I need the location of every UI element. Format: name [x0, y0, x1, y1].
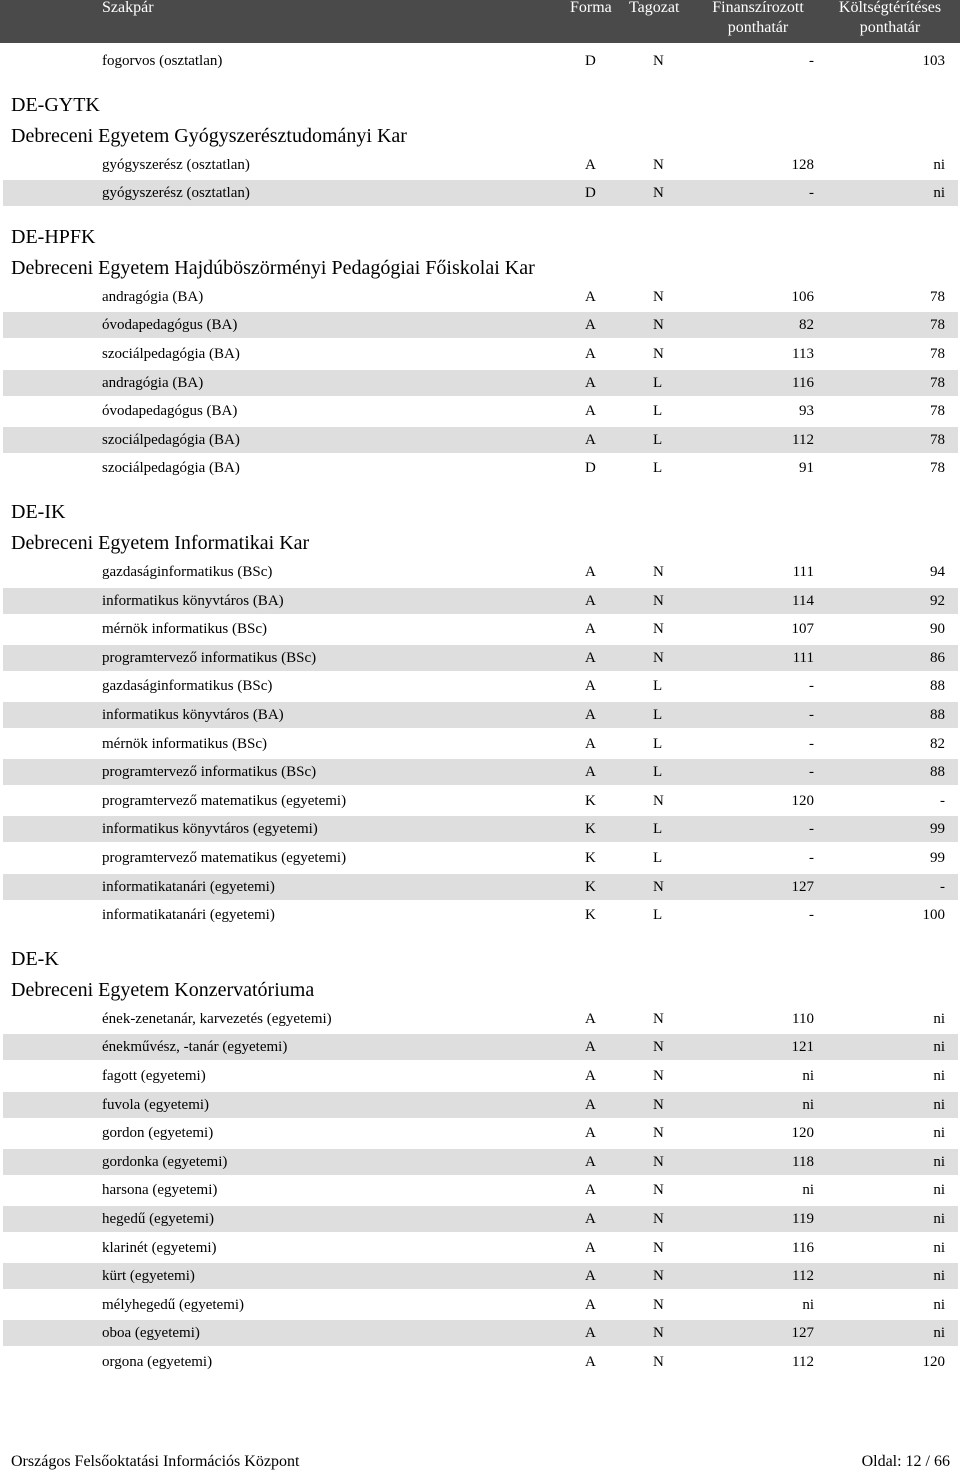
tagozat-cell: L [653, 678, 663, 695]
header-forma: Forma [570, 0, 612, 16]
tagozat-cell: N [653, 317, 664, 334]
header-tagozat: Tagozat [629, 0, 680, 16]
forma-cell: A [585, 346, 596, 362]
program-name: fuvola (egyetemi) [102, 1096, 210, 1113]
finanszirozott-cell: 116 [792, 374, 814, 391]
program-name: mérnök informatikus (BSc) [102, 621, 267, 638]
program-name: gyógyszerész (osztatlan) [102, 185, 250, 202]
koltseg-cell: ni [933, 1239, 945, 1256]
tagozat-cell: L [653, 374, 663, 391]
table-row [3, 616, 958, 642]
finanszirozott-cell: - [809, 821, 814, 838]
finanszirozott-cell: 119 [792, 1211, 814, 1227]
koltseg-cell: 82 [930, 735, 945, 752]
koltseg-cell: 78 [930, 374, 945, 391]
table-row [3, 702, 958, 728]
table-row [3, 759, 958, 785]
finanszirozott-cell: 128 [791, 156, 814, 173]
finanszirozott-cell: 127 [791, 878, 814, 895]
program-name: kürt (egyetemi) [102, 1268, 195, 1285]
program-name: gordon (egyetemi) [102, 1125, 214, 1142]
table-row [3, 1006, 958, 1032]
koltseg-cell: 78 [930, 288, 945, 305]
program-name: mérnök informatikus (BSc) [102, 735, 267, 752]
forma-cell: A [585, 1239, 596, 1256]
finanszirozott-cell: 114 [792, 592, 814, 609]
forma-cell: D [585, 460, 596, 477]
forma-cell: K [585, 850, 596, 866]
header-finanszirozott-line2: ponthatár [727, 19, 789, 36]
table-row [3, 902, 958, 928]
koltseg-cell: 88 [930, 707, 945, 723]
koltseg-cell: 99 [930, 850, 945, 866]
forma-cell: A [585, 1325, 596, 1342]
faculty-code: DE-GYTK [11, 93, 100, 116]
forma-cell: K [585, 821, 596, 838]
forma-cell: A [585, 317, 596, 334]
program-name: fogorvos (osztatlan) [102, 53, 223, 69]
tagozat-cell: L [653, 850, 663, 866]
forma-cell: A [585, 764, 596, 781]
koltseg-cell: - [940, 878, 945, 895]
finanszirozott-cell: 112 [792, 431, 814, 448]
table-row [3, 1149, 958, 1175]
program-name: programtervező matematikus (egyetemi) [102, 792, 347, 809]
program-name: óvodapedagógus (BA) [102, 317, 238, 334]
finanszirozott-cell: - [809, 53, 814, 69]
tagozat-cell: N [653, 649, 664, 666]
tagozat-cell: N [653, 185, 664, 202]
program-name: szociálpedagógia (BA) [102, 431, 240, 448]
table-row [3, 1063, 958, 1089]
header-koltsegteritéses [828, 0, 952, 38]
forma-cell: A [585, 564, 596, 580]
table-row [3, 1092, 958, 1118]
koltseg-cell: 120 [922, 1354, 945, 1370]
forma-cell: A [585, 1354, 596, 1370]
finanszirozott-cell: 111 [792, 649, 814, 666]
koltseg-cell: 90 [930, 621, 945, 638]
tagozat-cell: N [653, 1068, 664, 1084]
koltseg-cell: 100 [922, 907, 945, 924]
program-name: ének-zenetanár, karvezetés (egyetemi) [102, 1010, 332, 1027]
program-name: orgona (egyetemi) [102, 1354, 213, 1370]
table-row [3, 1320, 958, 1346]
table-row [3, 427, 958, 453]
finanszirozott-cell: 127 [791, 1325, 814, 1342]
koltseg-cell: ni [933, 1182, 945, 1199]
tagozat-cell: L [653, 403, 663, 420]
tagozat-cell: N [653, 156, 664, 173]
finanszirozott-cell: - [809, 850, 814, 866]
forma-cell: A [585, 288, 596, 305]
koltseg-cell: - [940, 792, 945, 809]
forma-cell: K [585, 907, 596, 924]
table-row [3, 1034, 958, 1060]
forma-cell: A [585, 1068, 596, 1084]
table-row [3, 874, 958, 900]
forma-cell: A [585, 1096, 596, 1113]
finanszirozott-cell: 118 [792, 1153, 814, 1170]
program-name: énekművész, -tanár (egyetemi) [102, 1039, 288, 1056]
finanszirozott-cell: 116 [792, 1239, 814, 1256]
forma-cell: A [585, 403, 596, 420]
table-row [3, 845, 958, 871]
finanszirozott-cell: 120 [791, 1125, 814, 1142]
tagozat-cell: L [653, 764, 663, 781]
tagozat-cell: N [653, 1096, 664, 1113]
program-name: informatikatanári (egyetemi) [102, 878, 275, 895]
tagozat-cell: N [653, 592, 664, 609]
koltseg-cell: ni [933, 1211, 945, 1227]
header-koltseg-line2: ponthatár [859, 19, 921, 36]
forma-cell: A [585, 735, 596, 752]
finanszirozott-cell: 112 [792, 1354, 814, 1370]
koltseg-cell: ni [933, 1125, 945, 1142]
table-row [3, 370, 958, 396]
tagozat-cell: L [653, 431, 663, 448]
koltseg-cell: 88 [930, 764, 945, 781]
tagozat-cell: N [653, 792, 664, 809]
program-name: oboa (egyetemi) [102, 1325, 200, 1342]
forma-cell: A [585, 156, 596, 173]
forma-cell: D [585, 185, 596, 202]
koltseg-cell: ni [933, 1010, 945, 1027]
program-name: harsona (egyetemi) [102, 1182, 218, 1199]
program-name: andragógia (BA) [102, 374, 204, 391]
program-name: szociálpedagógia (BA) [102, 346, 240, 362]
forma-cell: A [585, 1211, 596, 1227]
forma-cell: K [585, 878, 596, 895]
table-row [3, 398, 958, 424]
tagozat-cell: N [653, 1239, 664, 1256]
header-finanszirozott [698, 0, 818, 38]
forma-cell: A [585, 1125, 596, 1142]
program-name: gyógyszerész (osztatlan) [102, 156, 250, 173]
koltseg-cell: 99 [930, 821, 945, 838]
tagozat-cell: N [653, 1354, 664, 1370]
finanszirozott-cell: ni [802, 1296, 814, 1313]
koltseg-cell: ni [933, 185, 945, 202]
koltseg-cell: 92 [930, 592, 945, 609]
finanszirozott-cell: 113 [792, 346, 814, 362]
finanszirozott-cell: - [809, 185, 814, 202]
koltseg-cell: 86 [930, 649, 945, 666]
tagozat-cell: L [653, 707, 663, 723]
table-row [3, 1235, 958, 1261]
koltseg-cell: ni [933, 156, 945, 173]
tagozat-cell: N [653, 1039, 664, 1056]
program-name: programtervező informatikus (BSc) [102, 649, 317, 666]
forma-cell: A [585, 1039, 596, 1056]
program-name: programtervező matematikus (egyetemi) [102, 850, 347, 866]
tagozat-cell: N [653, 1268, 664, 1285]
finanszirozott-cell: 121 [791, 1039, 814, 1056]
forma-cell: A [585, 1182, 596, 1199]
tagozat-cell: N [653, 1296, 664, 1313]
tagozat-cell: L [653, 735, 663, 752]
koltseg-cell: ni [933, 1268, 945, 1285]
table-row [3, 731, 958, 757]
table-row [3, 48, 958, 74]
koltseg-cell: 78 [930, 460, 945, 477]
program-name: klarinét (egyetemi) [102, 1239, 217, 1256]
tagozat-cell: N [653, 346, 664, 362]
faculty-name: Debreceni Egyetem Informatikai Kar [11, 532, 310, 554]
program-name: fagott (egyetemi) [102, 1068, 206, 1084]
program-name: gazdaságinformatikus (BSc) [102, 564, 273, 580]
faculty-name: Debreceni Egyetem Konzervatóriuma [11, 978, 315, 1001]
tagozat-cell: N [653, 53, 664, 69]
tagozat-cell: N [653, 1153, 664, 1170]
table-row [3, 180, 958, 206]
finanszirozott-cell: ni [802, 1068, 814, 1084]
table-row [3, 1120, 958, 1146]
finanszirozott-cell: 93 [799, 403, 814, 420]
tagozat-cell: N [653, 564, 664, 580]
finanszirozott-cell: 111 [792, 564, 814, 580]
program-name: informatikus könyvtáros (egyetemi) [102, 821, 318, 838]
faculty-name: Debreceni Egyetem Gyógyszerésztudományi Kar [11, 124, 407, 147]
forma-cell: A [585, 431, 596, 448]
tagozat-cell: N [653, 288, 664, 305]
tagozat-cell: N [653, 1182, 664, 1199]
table-row [3, 1206, 958, 1232]
footer-organization: Országos Felsőoktatási Információs Központ [11, 1453, 300, 1470]
koltseg-cell: ni [933, 1153, 945, 1170]
table-row [3, 1349, 958, 1375]
forma-cell: A [585, 707, 596, 723]
table-row [3, 341, 958, 367]
program-name: hegedű (egyetemi) [102, 1211, 215, 1227]
finanszirozott-cell: 106 [791, 288, 814, 305]
tagozat-cell: N [653, 1010, 664, 1027]
finanszirozott-cell: - [809, 707, 814, 723]
forma-cell: A [585, 1268, 596, 1285]
table-row [3, 152, 958, 178]
table-row [3, 588, 958, 614]
finanszirozott-cell: 107 [791, 621, 814, 638]
koltseg-cell: ni [933, 1325, 945, 1342]
koltseg-cell: ni [933, 1039, 945, 1056]
koltseg-cell: ni [933, 1296, 945, 1313]
faculty-code: DE-IK [11, 501, 66, 523]
finanszirozott-cell: 110 [792, 1010, 814, 1027]
program-name: informatikatanári (egyetemi) [102, 907, 275, 924]
faculty-name: Debreceni Egyetem Hajdúböszörményi Pedagógiai Főiskolai Kar [11, 256, 535, 279]
table-row [3, 645, 958, 671]
koltseg-cell: 88 [930, 678, 945, 695]
program-name: informatikus könyvtáros (BA) [102, 707, 284, 723]
finanszirozott-cell: 120 [791, 792, 814, 809]
tagozat-cell: L [653, 460, 663, 477]
header-koltseg-line1: Költségtérítéses [838, 0, 942, 16]
finanszirozott-cell: - [809, 907, 814, 924]
table-header [0, 0, 960, 43]
koltseg-cell: ni [933, 1068, 945, 1084]
finanszirozott-cell: 82 [799, 317, 814, 334]
forma-cell: A [585, 1153, 596, 1170]
program-name: informatikus könyvtáros (BA) [102, 592, 284, 609]
program-name: óvodapedagógus (BA) [102, 403, 238, 420]
koltseg-cell: 94 [930, 564, 945, 580]
faculty-code: DE-HPFK [11, 225, 96, 248]
forma-cell: A [585, 592, 596, 609]
finanszirozott-cell: - [809, 735, 814, 752]
program-name: mélyhegedű (egyetemi) [102, 1296, 245, 1313]
program-name: szociálpedagógia (BA) [102, 460, 240, 477]
table-row [3, 312, 958, 338]
table-row [3, 788, 958, 814]
table-row [3, 455, 958, 481]
tagozat-cell: L [653, 907, 663, 924]
finanszirozott-cell: 112 [792, 1268, 814, 1285]
faculty-code: DE-K [11, 947, 59, 970]
forma-cell: A [585, 621, 596, 638]
tagozat-cell: N [653, 1325, 664, 1342]
finanszirozott-cell: 91 [799, 460, 814, 477]
tagozat-cell: N [653, 878, 664, 895]
program-name: gazdaságinformatikus (BSc) [102, 678, 273, 695]
table-row [3, 559, 958, 585]
program-name: gordonka (egyetemi) [102, 1153, 228, 1170]
tagozat-cell: N [653, 1211, 664, 1227]
forma-cell: A [585, 374, 596, 391]
table-row [3, 816, 958, 842]
koltseg-cell: 78 [930, 431, 945, 448]
finanszirozott-cell: ni [802, 1096, 814, 1113]
table-row [3, 1177, 958, 1203]
table-row [3, 1292, 958, 1318]
forma-cell: K [585, 792, 596, 809]
forma-cell: A [585, 1010, 596, 1027]
koltseg-cell: 78 [930, 403, 945, 420]
tagozat-cell: N [653, 621, 664, 638]
finanszirozott-cell: - [809, 678, 814, 695]
finanszirozott-cell: ni [802, 1182, 814, 1199]
koltseg-cell: 78 [930, 346, 945, 362]
forma-cell: A [585, 1296, 596, 1313]
program-name: andragógia (BA) [102, 288, 204, 305]
forma-cell: D [585, 53, 596, 69]
tagozat-cell: N [653, 1125, 664, 1142]
header-szakpar: Szakpár [102, 0, 154, 16]
table-row [3, 1263, 958, 1289]
table-row [3, 284, 958, 310]
forma-cell: A [585, 649, 596, 666]
finanszirozott-cell: - [809, 764, 814, 781]
footer-page-number: Oldal: 12 / 66 [861, 1453, 950, 1470]
forma-cell: A [585, 678, 596, 695]
header-finanszirozott-line1: Finanszírozott [712, 0, 804, 16]
koltseg-cell: 103 [922, 53, 945, 69]
table-row [3, 673, 958, 699]
koltseg-cell: ni [933, 1096, 945, 1113]
program-name: programtervező informatikus (BSc) [102, 764, 317, 781]
tagozat-cell: L [653, 821, 663, 838]
koltseg-cell: 78 [930, 317, 945, 334]
